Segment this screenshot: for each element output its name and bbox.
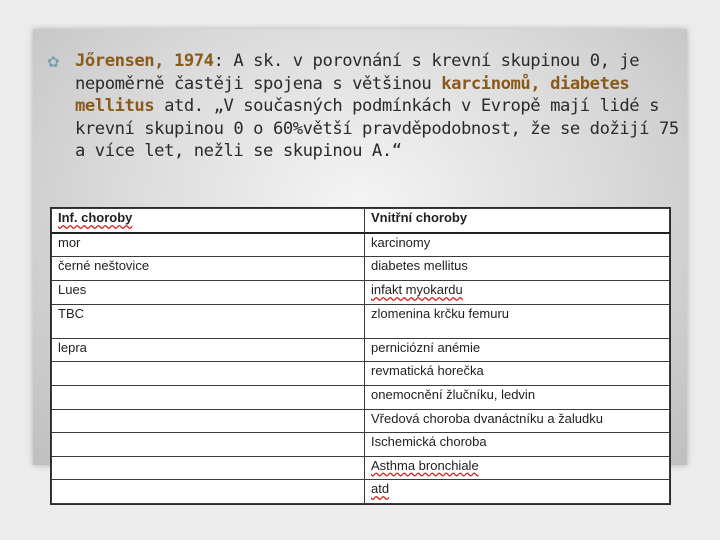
table-cell: revmatická horečka: [365, 362, 670, 386]
table-row: [52, 257, 670, 281]
table-cell: Lues: [52, 281, 365, 305]
table-cell: infakt myokardu: [365, 281, 670, 305]
table-cell: Asthma bronchiale: [365, 456, 670, 480]
table-cell: [52, 385, 365, 409]
table-cell: [52, 480, 365, 504]
table-row: [52, 433, 670, 457]
table-cell: [52, 433, 365, 457]
table-row: [52, 233, 670, 257]
table-row: [52, 338, 670, 362]
table-header-row: [52, 209, 670, 233]
table-row: [52, 385, 670, 409]
diseases-table: [50, 207, 671, 505]
table-row: [52, 480, 670, 504]
table-row: [52, 362, 670, 386]
table-row: [52, 304, 670, 338]
table-cell: karcinomy: [365, 233, 670, 257]
author-citation: Jőrensen, 1974: [75, 51, 214, 71]
table-row: [52, 281, 670, 305]
table-cell: Ischemická choroba: [365, 433, 670, 457]
table-row: [52, 456, 670, 480]
paragraph-text-2: atd. „V současných podmínkách v Evropě mají lidé s krevní skupinou 0 o 60%větší pravděpodobnost, že se dožijí 75 a více let, nežli se skupinou A.“: [75, 96, 679, 162]
table-cell: [52, 409, 365, 433]
table-cell: zlomenina krčku femuru: [365, 304, 670, 338]
table-cell: onemocnění žlučníku, ledvin: [365, 385, 670, 409]
table-cell: [52, 456, 365, 480]
highlighted-diseases: karcinomů, diabetes mellitus: [75, 73, 630, 117]
header-infectious: Inf. choroby: [52, 209, 365, 233]
table-cell: perniciózní anémie: [365, 338, 670, 362]
main-paragraph: [75, 50, 695, 163]
table-cell: [52, 362, 365, 386]
leaf-bullet-icon: ✿: [47, 53, 60, 71]
table-cell: lepra: [52, 338, 365, 362]
table-cell: mor: [52, 233, 365, 257]
table-cell: atd: [365, 480, 670, 504]
table-cell: diabetes mellitus: [365, 257, 670, 281]
paragraph-text-1: : A sk. v porovnání s krevní skupinou 0, je nepoměrně častěji spojena s většinou: [75, 51, 640, 94]
table-cell: Vředová choroba dvanáctníku a žaludku: [365, 409, 670, 433]
table-cell: černé neštovice: [52, 257, 365, 281]
table-cell: TBC: [52, 304, 365, 338]
table-row: [52, 409, 670, 433]
header-internal: Vnitřní choroby: [365, 209, 670, 233]
